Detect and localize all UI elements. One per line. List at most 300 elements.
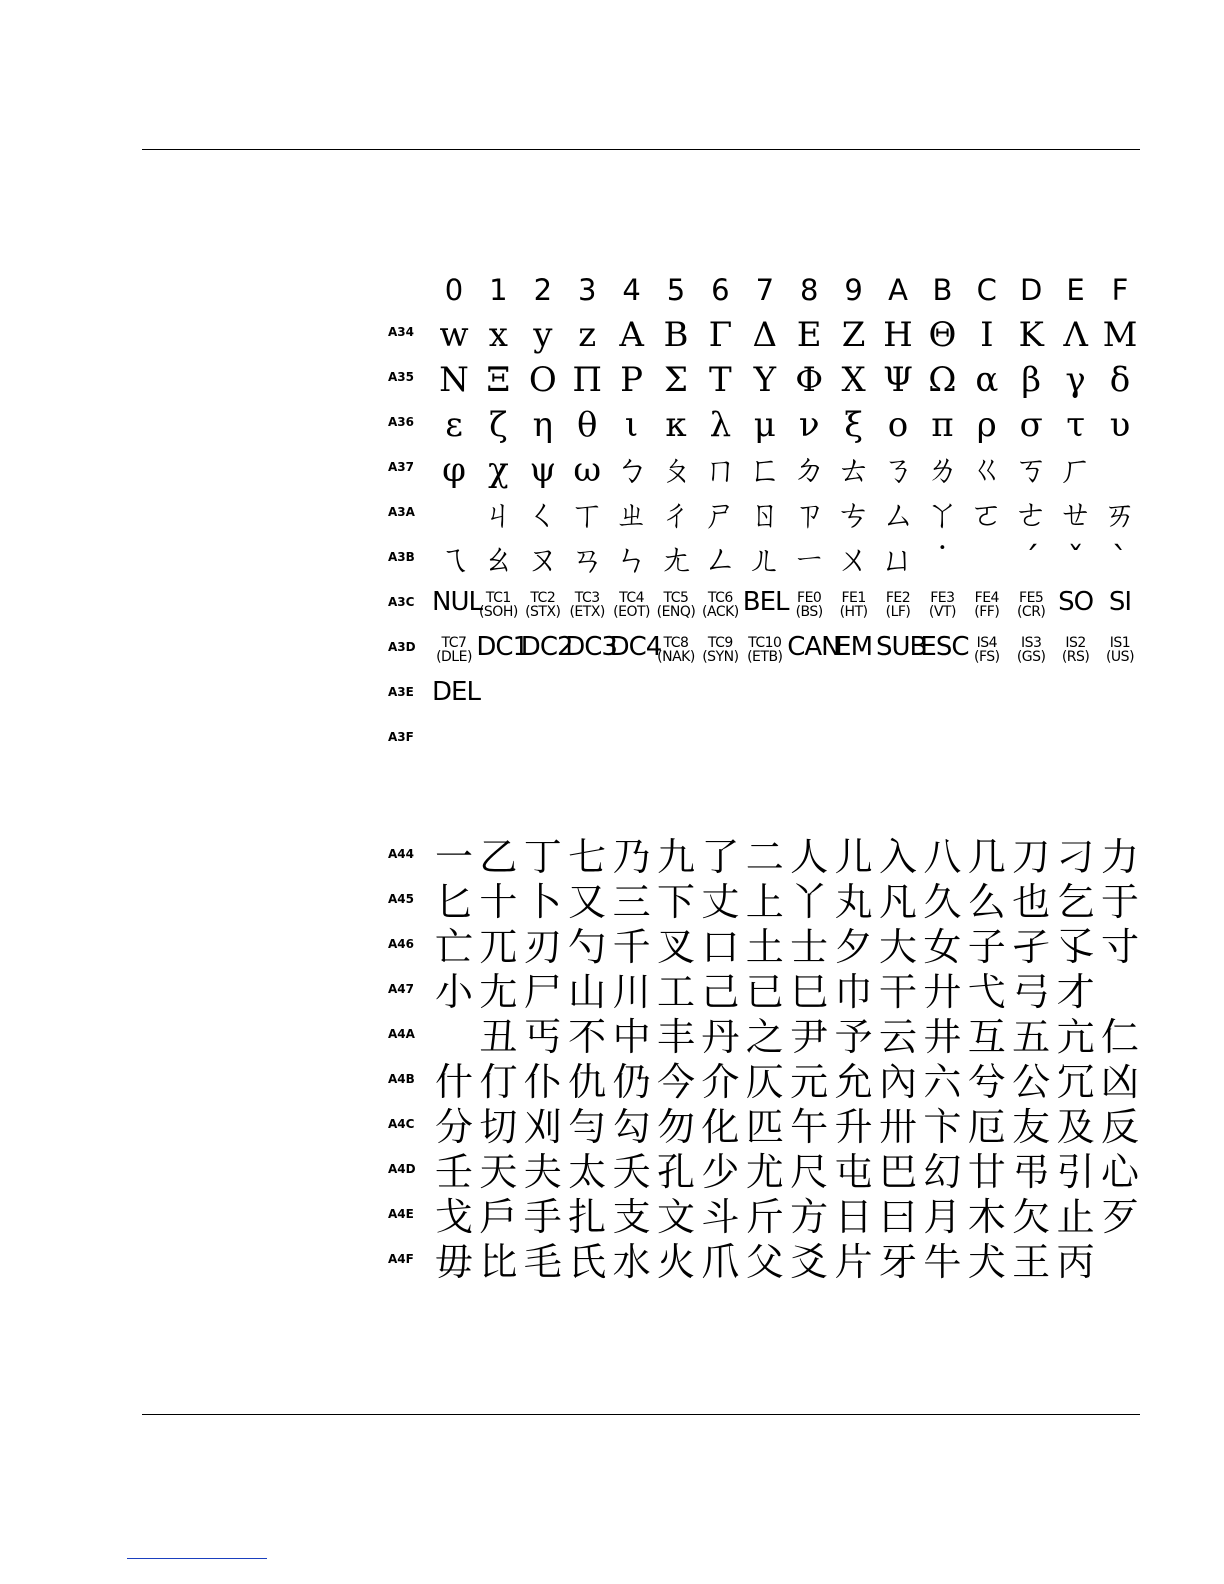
char-cell: ε xyxy=(445,405,463,445)
table-row xyxy=(388,880,1148,925)
character-code-table xyxy=(388,268,1148,1285)
char-cell: ㄧ xyxy=(792,540,827,580)
table-row xyxy=(388,403,1148,448)
char-cell: 云 xyxy=(878,1015,917,1059)
char-cell: w xyxy=(439,315,469,355)
char-cell: 六 xyxy=(923,1060,962,1104)
char-cell: 才 xyxy=(1056,970,1095,1014)
char-cell: 么 xyxy=(967,880,1006,924)
char-cell: ㄜ xyxy=(1014,495,1049,535)
char-cell: 卜 xyxy=(523,880,562,924)
char-cell: σ xyxy=(1019,405,1043,445)
char-cell: 三 xyxy=(612,880,651,924)
column-header-5: 5 xyxy=(666,273,686,307)
char-cell: 互 xyxy=(967,1015,1006,1059)
char-cell: 欠 xyxy=(1012,1195,1051,1239)
char-cell: 丰 xyxy=(656,1015,695,1059)
char-cell: κ xyxy=(665,405,687,445)
char-cell: TC9 (SYN) xyxy=(702,635,739,665)
row-code-label: A4A xyxy=(388,1027,415,1041)
char-cell: 土 xyxy=(745,925,784,969)
char-cell: 几 xyxy=(967,835,1006,879)
table-row xyxy=(388,1240,1148,1285)
char-cell: Δ xyxy=(752,315,778,355)
char-cell: 牙 xyxy=(878,1240,917,1284)
row-code-label: A3B xyxy=(388,550,415,564)
greek-bopomofo-section xyxy=(388,313,1148,583)
row-code-label: A4B xyxy=(388,1072,415,1086)
char-cell: 五 xyxy=(1012,1015,1051,1059)
char-cell: 父 xyxy=(745,1240,784,1284)
column-header-4: 4 xyxy=(622,273,641,307)
row-code-label: A3E xyxy=(388,685,414,699)
char-cell: ρ xyxy=(976,405,997,445)
char-cell: 扎 xyxy=(568,1195,607,1239)
column-header-3: 3 xyxy=(577,273,597,307)
char-cell: 刁 xyxy=(1056,835,1095,879)
char-cell: EM xyxy=(835,632,873,662)
char-cell: π xyxy=(931,405,954,445)
char-cell: 氏 xyxy=(568,1240,607,1284)
char-cell: ㄟ xyxy=(437,540,471,580)
char-cell: ㄛ xyxy=(969,495,1004,535)
char-cell: 力 xyxy=(1100,835,1139,879)
row-code-label: A4F xyxy=(388,1252,414,1266)
char-cell: 下 xyxy=(656,880,695,924)
char-cell: FE3 (VT) xyxy=(928,590,956,620)
char-cell: ξ xyxy=(844,405,863,445)
char-cell: 水 xyxy=(612,1240,651,1284)
char-cell: ㄚ xyxy=(925,495,960,535)
char-cell: 巳 xyxy=(790,970,829,1014)
char-cell: 久 xyxy=(923,880,962,924)
char-cell: 支 xyxy=(612,1195,651,1239)
char-cell: DC1 xyxy=(476,632,529,662)
row-code-label: A4E xyxy=(388,1207,414,1221)
char-cell: 寸 xyxy=(1100,925,1139,969)
char-cell: ㄗ xyxy=(792,495,827,535)
char-cell: 仇 xyxy=(568,1060,607,1104)
table-row xyxy=(388,583,1148,628)
char-cell: IS2 (RS) xyxy=(1061,635,1090,665)
char-cell: ㄊ xyxy=(836,450,871,490)
char-cell: 孔 xyxy=(656,1150,695,1194)
char-cell: 卅 xyxy=(878,1105,917,1149)
char-cell: 天 xyxy=(479,1150,518,1194)
char-cell: Μ xyxy=(1102,315,1138,355)
char-cell xyxy=(432,1015,476,1060)
char-cell: 丈 xyxy=(701,880,740,924)
char-cell: Ε xyxy=(796,315,822,355)
char-cell: 己 xyxy=(701,970,740,1014)
char-cell: 巴 xyxy=(878,1150,917,1194)
char-cell: λ xyxy=(709,405,732,445)
char-cell: 今 xyxy=(656,1060,695,1104)
char-cell: ㄦ xyxy=(747,540,782,580)
char-cell: Η xyxy=(883,315,913,355)
row-code-label: A45 xyxy=(388,892,414,906)
char-cell: 凶 xyxy=(1100,1060,1139,1104)
char-cell: 弋 xyxy=(967,970,1006,1014)
char-cell: 友 xyxy=(1012,1105,1051,1149)
char-cell: 孓 xyxy=(1056,925,1095,969)
char-cell: τ xyxy=(1066,405,1085,445)
char-cell: TC2 (STX) xyxy=(525,590,561,620)
char-cell: ˋ xyxy=(1111,540,1129,580)
char-cell xyxy=(965,538,1009,583)
control-code-section xyxy=(388,583,1148,763)
char-cell: 丙 xyxy=(1056,1240,1095,1284)
char-cell: Ψ xyxy=(883,360,913,400)
column-header-row xyxy=(388,268,1148,313)
char-cell: 九 xyxy=(656,835,695,879)
char-cell: TC5 (ENQ) xyxy=(656,590,696,620)
char-cell: 尺 xyxy=(790,1150,829,1194)
char-cell: Ξ xyxy=(486,360,511,400)
row-code-label: A3D xyxy=(388,640,416,654)
char-cell: TC7 (DLE) xyxy=(436,635,472,665)
char-cell: FE5 (CR) xyxy=(1016,590,1046,620)
char-cell: 曰 xyxy=(878,1195,917,1239)
char-cell: NUL xyxy=(432,587,482,617)
char-cell xyxy=(1098,448,1142,493)
column-header-1: 1 xyxy=(489,273,508,307)
char-cell: 爻 xyxy=(790,1240,829,1284)
char-cell: ㄖ xyxy=(747,495,782,535)
char-cell: ㄘ xyxy=(836,495,871,535)
char-cell: IS4 (FS) xyxy=(973,635,1000,665)
column-header-E: E xyxy=(1066,273,1085,307)
char-cell: 公 xyxy=(1012,1060,1051,1104)
char-cell: 孑 xyxy=(1012,925,1051,969)
char-cell: 之 xyxy=(745,1015,784,1059)
row-code-label: A4D xyxy=(388,1162,416,1176)
char-cell: 手 xyxy=(523,1195,562,1239)
char-cell: Σ xyxy=(663,360,689,400)
char-cell: 丸 xyxy=(834,880,873,924)
row-code-label: A3A xyxy=(388,505,415,519)
char-cell: 仆 xyxy=(523,1060,562,1104)
char-cell: Γ xyxy=(708,315,733,355)
char-cell: ο xyxy=(887,405,909,445)
char-cell: ㄉ xyxy=(792,450,827,490)
char-cell: ㄨ xyxy=(836,540,871,580)
char-cell: 二 xyxy=(745,835,784,879)
char-cell: 不 xyxy=(568,1015,607,1059)
char-cell: 女 xyxy=(923,925,962,969)
column-header-F: F xyxy=(1111,273,1129,307)
section-gap xyxy=(388,763,1148,835)
char-cell: ㄔ xyxy=(659,495,693,535)
char-cell: 川 xyxy=(612,970,651,1014)
char-cell: 匹 xyxy=(745,1105,784,1149)
char-cell: FE2 (LF) xyxy=(885,590,911,620)
char-cell: ㄆ xyxy=(659,450,693,490)
char-cell: 匕 xyxy=(434,880,473,924)
char-cell: 化 xyxy=(701,1105,740,1149)
char-cell: z xyxy=(578,315,597,355)
cjk-section xyxy=(388,835,1148,1285)
char-cell: 介 xyxy=(701,1060,740,1104)
char-cell: ㄑ xyxy=(525,495,560,535)
char-cell: 心 xyxy=(1100,1150,1139,1194)
char-cell: 木 xyxy=(967,1195,1006,1239)
char-cell: Ν xyxy=(439,360,469,400)
char-cell: 一 xyxy=(434,835,473,879)
char-cell: ㄞ xyxy=(1103,495,1137,535)
char-cell: Ο xyxy=(528,360,557,400)
char-cell: 兀 xyxy=(479,925,518,969)
char-cell: ESC xyxy=(920,632,969,662)
table-row xyxy=(388,925,1148,970)
char-cell: 廿 xyxy=(967,1150,1006,1194)
char-cell: ω xyxy=(573,450,602,490)
row-code-label: A34 xyxy=(388,325,414,339)
row-code-label: A44 xyxy=(388,847,414,861)
char-cell: IS3 (GS) xyxy=(1016,635,1046,665)
char-cell: 夫 xyxy=(523,1150,562,1194)
char-cell: SUB xyxy=(876,632,927,662)
char-cell: 毋 xyxy=(434,1240,473,1284)
char-cell: SO xyxy=(1058,587,1094,617)
char-cell: χ xyxy=(488,450,509,490)
char-cell: FE1 (HT) xyxy=(839,590,868,620)
table-row xyxy=(388,1195,1148,1240)
char-cell: 弔 xyxy=(1012,1150,1051,1194)
char-cell: ˙ xyxy=(933,540,951,580)
column-header-9: 9 xyxy=(844,273,863,307)
char-cell: 也 xyxy=(1012,880,1051,924)
char-cell: 止 xyxy=(1056,1195,1095,1239)
char-cell: TC10 (ETB) xyxy=(747,635,783,665)
char-cell: 引 xyxy=(1056,1150,1095,1194)
char-cell: 爪 xyxy=(701,1240,740,1284)
char-cell: 切 xyxy=(479,1105,518,1149)
char-cell: μ xyxy=(753,405,776,445)
char-cell: 仁 xyxy=(1100,1015,1139,1059)
char-cell xyxy=(432,493,476,538)
char-cell: 兮 xyxy=(967,1060,1006,1104)
char-cell: 上 xyxy=(745,880,784,924)
char-cell: 午 xyxy=(790,1105,829,1149)
char-cell xyxy=(1098,970,1142,1015)
table-row xyxy=(388,1105,1148,1150)
char-cell: 犬 xyxy=(967,1240,1006,1284)
char-cell: 元 xyxy=(790,1060,829,1104)
char-cell: DEL xyxy=(432,677,480,707)
char-cell: 勺 xyxy=(568,925,607,969)
column-header-6: 6 xyxy=(711,273,730,307)
table-row xyxy=(388,628,1148,673)
row-code-label: A36 xyxy=(388,415,414,429)
column-header-C: C xyxy=(976,273,997,307)
char-cell: 斗 xyxy=(701,1195,740,1239)
char-cell: 千 xyxy=(612,925,651,969)
char-cell: Τ xyxy=(709,360,732,400)
char-cell: 弓 xyxy=(1012,970,1051,1014)
char-cell: 夕 xyxy=(834,925,873,969)
char-cell: Λ xyxy=(1063,315,1088,355)
char-cell: 丑 xyxy=(479,1015,518,1059)
column-header-8: 8 xyxy=(799,273,819,307)
char-cell: 已 xyxy=(745,970,784,1014)
char-cell: ㄩ xyxy=(881,540,915,580)
char-cell: 方 xyxy=(790,1195,829,1239)
char-cell: 戈 xyxy=(434,1195,473,1239)
char-cell: 丐 xyxy=(523,1015,562,1059)
char-cell: CAN xyxy=(787,632,840,662)
table-row xyxy=(388,835,1148,880)
column-header-2: 2 xyxy=(533,273,553,307)
char-cell: DC4 xyxy=(609,632,662,662)
char-cell: TC6 (ACK) xyxy=(702,590,739,620)
table-row xyxy=(388,358,1148,403)
row-code-label: A46 xyxy=(388,937,414,951)
char-cell: 少 xyxy=(701,1150,740,1194)
char-cell: β xyxy=(1021,360,1042,400)
row-code-label: A35 xyxy=(388,370,414,384)
char-cell: ㄣ xyxy=(614,540,649,580)
char-cell: 太 xyxy=(568,1150,607,1194)
char-cell: 毛 xyxy=(523,1240,562,1284)
char-cell: 分 xyxy=(434,1105,473,1149)
column-header-7: 7 xyxy=(755,273,775,307)
char-cell: 七 xyxy=(568,835,607,879)
char-cell: 亢 xyxy=(1056,1015,1095,1059)
char-cell: 口 xyxy=(701,925,740,969)
char-cell: 丹 xyxy=(701,1015,740,1059)
char-cell: ν xyxy=(798,405,820,445)
char-cell: ˊ xyxy=(1022,540,1040,580)
footer-rule xyxy=(142,1414,1140,1415)
char-cell: ㄠ xyxy=(481,540,516,580)
char-cell: TC8 (NAK) xyxy=(657,635,695,665)
char-cell: 戶 xyxy=(479,1195,518,1239)
char-cell: 尸 xyxy=(523,970,562,1014)
char-cell: ㄍ xyxy=(969,450,1004,490)
char-cell: 刃 xyxy=(523,925,562,969)
char-cell: 十 xyxy=(479,880,518,924)
char-cell: ㄓ xyxy=(614,495,649,535)
char-cell: 刈 xyxy=(523,1105,562,1149)
char-cell: ˇ xyxy=(1067,540,1085,580)
char-cell: ㄒ xyxy=(570,495,605,535)
char-cell: ㄐ xyxy=(481,495,516,535)
column-header-D: D xyxy=(1020,273,1043,307)
char-cell: Α xyxy=(619,315,644,355)
char-cell: 允 xyxy=(834,1060,873,1104)
table-row xyxy=(388,718,1148,763)
char-cell: 反 xyxy=(1100,1105,1139,1149)
char-cell: Ι xyxy=(980,315,994,355)
char-cell: ㄋ xyxy=(881,450,915,490)
char-cell: 火 xyxy=(656,1240,695,1284)
char-cell: ㄕ xyxy=(703,495,738,535)
table-row xyxy=(388,313,1148,358)
table-row xyxy=(388,538,1148,583)
char-cell: x xyxy=(488,315,508,355)
table-row xyxy=(388,493,1148,538)
char-cell: 叉 xyxy=(656,925,695,969)
char-cell: 子 xyxy=(967,925,1006,969)
char-cell: θ xyxy=(576,405,598,445)
char-cell: ㄏ xyxy=(1058,450,1093,490)
char-cell: y xyxy=(533,315,553,355)
char-cell: 大 xyxy=(878,925,917,969)
table-row xyxy=(388,970,1148,1015)
char-cell: 士 xyxy=(790,925,829,969)
char-cell: 王 xyxy=(1012,1240,1051,1284)
char-cell: Ω xyxy=(928,360,957,400)
table-row xyxy=(388,1150,1148,1195)
table-row xyxy=(388,1060,1148,1105)
char-cell: ㄝ xyxy=(1058,495,1093,535)
char-cell: SI xyxy=(1108,587,1132,617)
char-cell: 乃 xyxy=(612,835,651,879)
row-code-label: A47 xyxy=(388,982,414,996)
char-cell: 月 xyxy=(923,1195,962,1239)
char-cell: DC2 xyxy=(520,632,573,662)
char-cell: Υ xyxy=(753,360,777,400)
table-row xyxy=(388,448,1148,493)
char-cell: IS1 (US) xyxy=(1105,635,1135,665)
char-cell: 又 xyxy=(568,880,607,924)
table-row xyxy=(388,1015,1148,1060)
row-code-label: A3C xyxy=(388,595,415,609)
char-cell: 廾 xyxy=(923,970,962,1014)
char-cell: γ xyxy=(1065,360,1086,400)
char-cell: ㄎ xyxy=(1014,450,1049,490)
header-rule xyxy=(142,149,1140,150)
char-cell: 厄 xyxy=(967,1105,1006,1149)
char-cell: Β xyxy=(663,315,689,355)
char-cell: 入 xyxy=(878,835,917,879)
char-cell: 予 xyxy=(834,1015,873,1059)
char-cell: FE0 (BS) xyxy=(795,590,823,620)
column-header-B: B xyxy=(932,273,953,307)
char-cell: 及 xyxy=(1056,1105,1095,1149)
char-cell: δ xyxy=(1109,360,1131,400)
char-cell: ζ xyxy=(489,405,508,445)
char-cell xyxy=(1098,1240,1142,1285)
char-cell: 凡 xyxy=(878,880,917,924)
char-cell: TC1 (SOH) xyxy=(478,590,518,620)
char-cell: 尤 xyxy=(745,1150,784,1194)
char-cell: 乞 xyxy=(1056,880,1095,924)
char-cell: 亡 xyxy=(434,925,473,969)
char-cell: 牛 xyxy=(923,1240,962,1284)
footnote-rule xyxy=(127,1558,267,1559)
char-cell: 于 xyxy=(1100,880,1139,924)
column-header-A: A xyxy=(888,273,908,307)
char-cell: φ xyxy=(442,450,466,490)
char-cell: 八 xyxy=(923,835,962,879)
char-cell: 冗 xyxy=(1056,1060,1095,1104)
char-cell: 幻 xyxy=(923,1150,962,1194)
char-cell: TC3 (ETX) xyxy=(569,590,605,620)
char-cell: 夭 xyxy=(612,1150,651,1194)
char-cell: ㄙ xyxy=(881,495,915,535)
char-cell: DC3 xyxy=(565,632,617,662)
char-cell: 卞 xyxy=(923,1105,962,1149)
char-cell: 屯 xyxy=(834,1150,873,1194)
char-cell: Κ xyxy=(1018,315,1044,355)
char-cell: 儿 xyxy=(834,835,873,879)
char-cell: ㄢ xyxy=(570,540,605,580)
char-cell: 尢 xyxy=(479,970,518,1014)
char-cell: 壬 xyxy=(434,1150,473,1194)
char-cell: ㄥ xyxy=(703,540,738,580)
